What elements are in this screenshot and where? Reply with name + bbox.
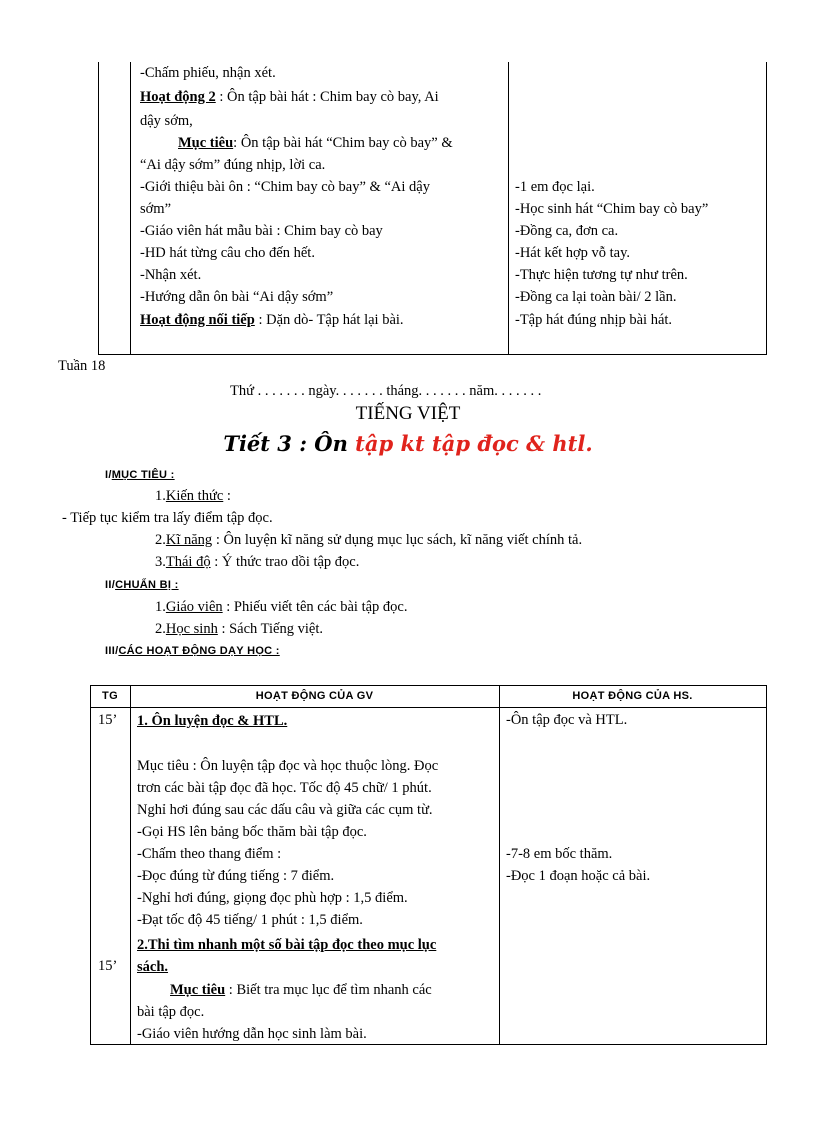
time-cell-1: 15’ [98, 712, 118, 728]
lesson-title-black: Tiết 3 : Ôn [223, 431, 356, 456]
main-table-header-divider [90, 707, 767, 708]
main-table-border-bottom [90, 1044, 767, 1045]
gv-line-5: “Ai dậy sớm” đúng nhịp, lời ca. [140, 157, 326, 173]
gv-line-9: -HD hát từng câu cho đến hết. [140, 245, 315, 261]
gv-line-11: -Hướng dẫn ôn bài “Ai dậy sớm” [140, 289, 334, 305]
gv-line-3: dậy sớm, [140, 113, 193, 129]
hs-line-6: -Đồng ca lại toàn bài/ 2 lần. [515, 289, 677, 305]
objectives-heading: I/MỤC TIÊU : [105, 469, 175, 481]
week-label: Tuần 18 [58, 358, 106, 374]
top-table-border-left [98, 62, 99, 354]
gv-1-line-6: -Đọc đúng từ đúng tiếng : 7 điểm. [137, 868, 335, 884]
gv-line-10: -Nhận xét. [140, 267, 202, 283]
section-2-objective-2: bài tập đọc. [137, 1004, 205, 1020]
main-table-border-top [90, 685, 767, 686]
gv-line-12: Hoạt động nối tiếp : Dặn dò- Tập hát lại bài. [140, 312, 404, 328]
gv-1-line-1: Mục tiêu : Ôn luyện tập đọc và học thuộc lòng. Đọc [137, 758, 439, 774]
section-1-title: 1. Ôn luyện đọc & HTL. [137, 713, 288, 729]
hs-line-3: -Đồng ca, đơn ca. [515, 223, 619, 239]
skill-line: 2.Kĩ năng : Ôn luyện kĩ năng sử dụng mục lục sách, kĩ năng viết chính tả. [155, 532, 583, 548]
gv-line-7: sớm” [140, 201, 172, 217]
hs-line-5: -Thực hiện tương tự như trên. [515, 267, 688, 283]
hs-cell-3: -Đọc 1 đoạn hoặc cả bài. [506, 868, 651, 884]
gv-1-line-8: -Đạt tốc độ 45 tiếng/ 1 phút : 1,5 điểm. [137, 912, 363, 928]
gv-1-line-4: -Gọi HS lên bảng bốc thăm bài tập đọc. [137, 824, 367, 840]
knowledge-text: - Tiếp tục kiểm tra lấy điểm tập đọc. [62, 510, 273, 526]
main-table-col-divider-2 [499, 685, 500, 1045]
teacher-prep-line: 1.Giáo viên : Phiếu viết tên các bài tập đọc. [155, 599, 408, 615]
gv-line-8: -Giáo viên hát mẫu bài : Chim bay cò bay [140, 223, 383, 239]
gv-1-line-3: Nghỉ hơi đúng sau các dấu câu và giữa các cụm từ. [137, 802, 433, 818]
header-gv: HOẠT ĐỘNG CỦA GV [255, 690, 374, 702]
top-table-border-bottom [98, 354, 767, 355]
header-tg: TG [102, 690, 118, 702]
top-table-border-mid1 [130, 62, 131, 354]
knowledge-line: 1.Kiến thức : [155, 488, 231, 504]
main-table-border-left [90, 685, 91, 1045]
hs-line-7: -Tập hát đúng nhịp bài hát. [515, 312, 673, 328]
gv-2-last: -Giáo viên hướng dẫn học sinh làm bài. [137, 1026, 367, 1042]
student-prep-line: 2.Học sinh : Sách Tiếng việt. [155, 621, 323, 637]
hs-line-2: -Học sinh hát “Chim bay cò bay” [515, 201, 709, 217]
gv-line-6: -Giới thiệu bài ôn : “Chim bay cò bay” & “Ai dậy [140, 179, 430, 195]
preparation-heading: II/CHUẨN BỊ : [105, 579, 179, 591]
subject-title: TIẾNG VIỆT [355, 403, 461, 424]
attitude-line: 3.Thái độ : Ý thức trao dồi tập đọc. [155, 554, 360, 570]
activities-heading: III/CÁC HOẠT ĐỘNG DẠY HỌC : [105, 645, 280, 657]
hs-line-1: -1 em đọc lại. [515, 179, 595, 195]
top-table-border-right [766, 62, 767, 354]
section-2-title-b: sách. [137, 959, 169, 975]
gv-line-4: Mục tiêu: Ôn tập bài hát “Chim bay cò bay” & [178, 135, 453, 151]
time-cell-2: 15’ [98, 958, 118, 974]
lesson-title [0, 429, 816, 459]
gv-1-line-2: trơn các bài tập đọc đã học. Tốc độ 45 chữ/ 1 phút. [137, 780, 432, 796]
gv-line-1: -Chấm phiếu, nhận xét. [140, 65, 276, 81]
gv-1-line-7: -Nghỉ hơi đúng, giọng đọc phù hợp : 1,5 điểm. [137, 890, 408, 906]
hs-cell-2: -7-8 em bốc thăm. [506, 846, 613, 862]
gv-line-2: Hoạt động 2 : Ôn tập bài hát : Chim bay cò bay, Ai [140, 89, 439, 105]
hs-line-4: -Hát kết hợp vỗ tay. [515, 245, 631, 261]
top-table-border-mid2 [508, 62, 509, 354]
gv-1-line-5: -Chấm theo thang điểm : [137, 846, 282, 862]
date-line: Thứ . . . . . . . ngày. . . . . . . tháng. . . . . . . năm. . . . . . . [230, 383, 542, 399]
main-table-border-right [766, 685, 767, 1045]
header-hs: HOẠT ĐỘNG CỦA HS. [572, 690, 693, 702]
section-2-objective: Mục tiêu : Biết tra mục lục để tìm nhanh các [170, 982, 432, 998]
hs-cell-1: -Ôn tập đọc và HTL. [506, 712, 628, 728]
section-2-title-a: 2.Thi tìm nhanh một số bài tập đọc theo mục lục [137, 937, 437, 953]
main-table-col-divider-1 [130, 685, 131, 1045]
lesson-title-red: tập kt tập đọc & htl. [355, 431, 593, 456]
